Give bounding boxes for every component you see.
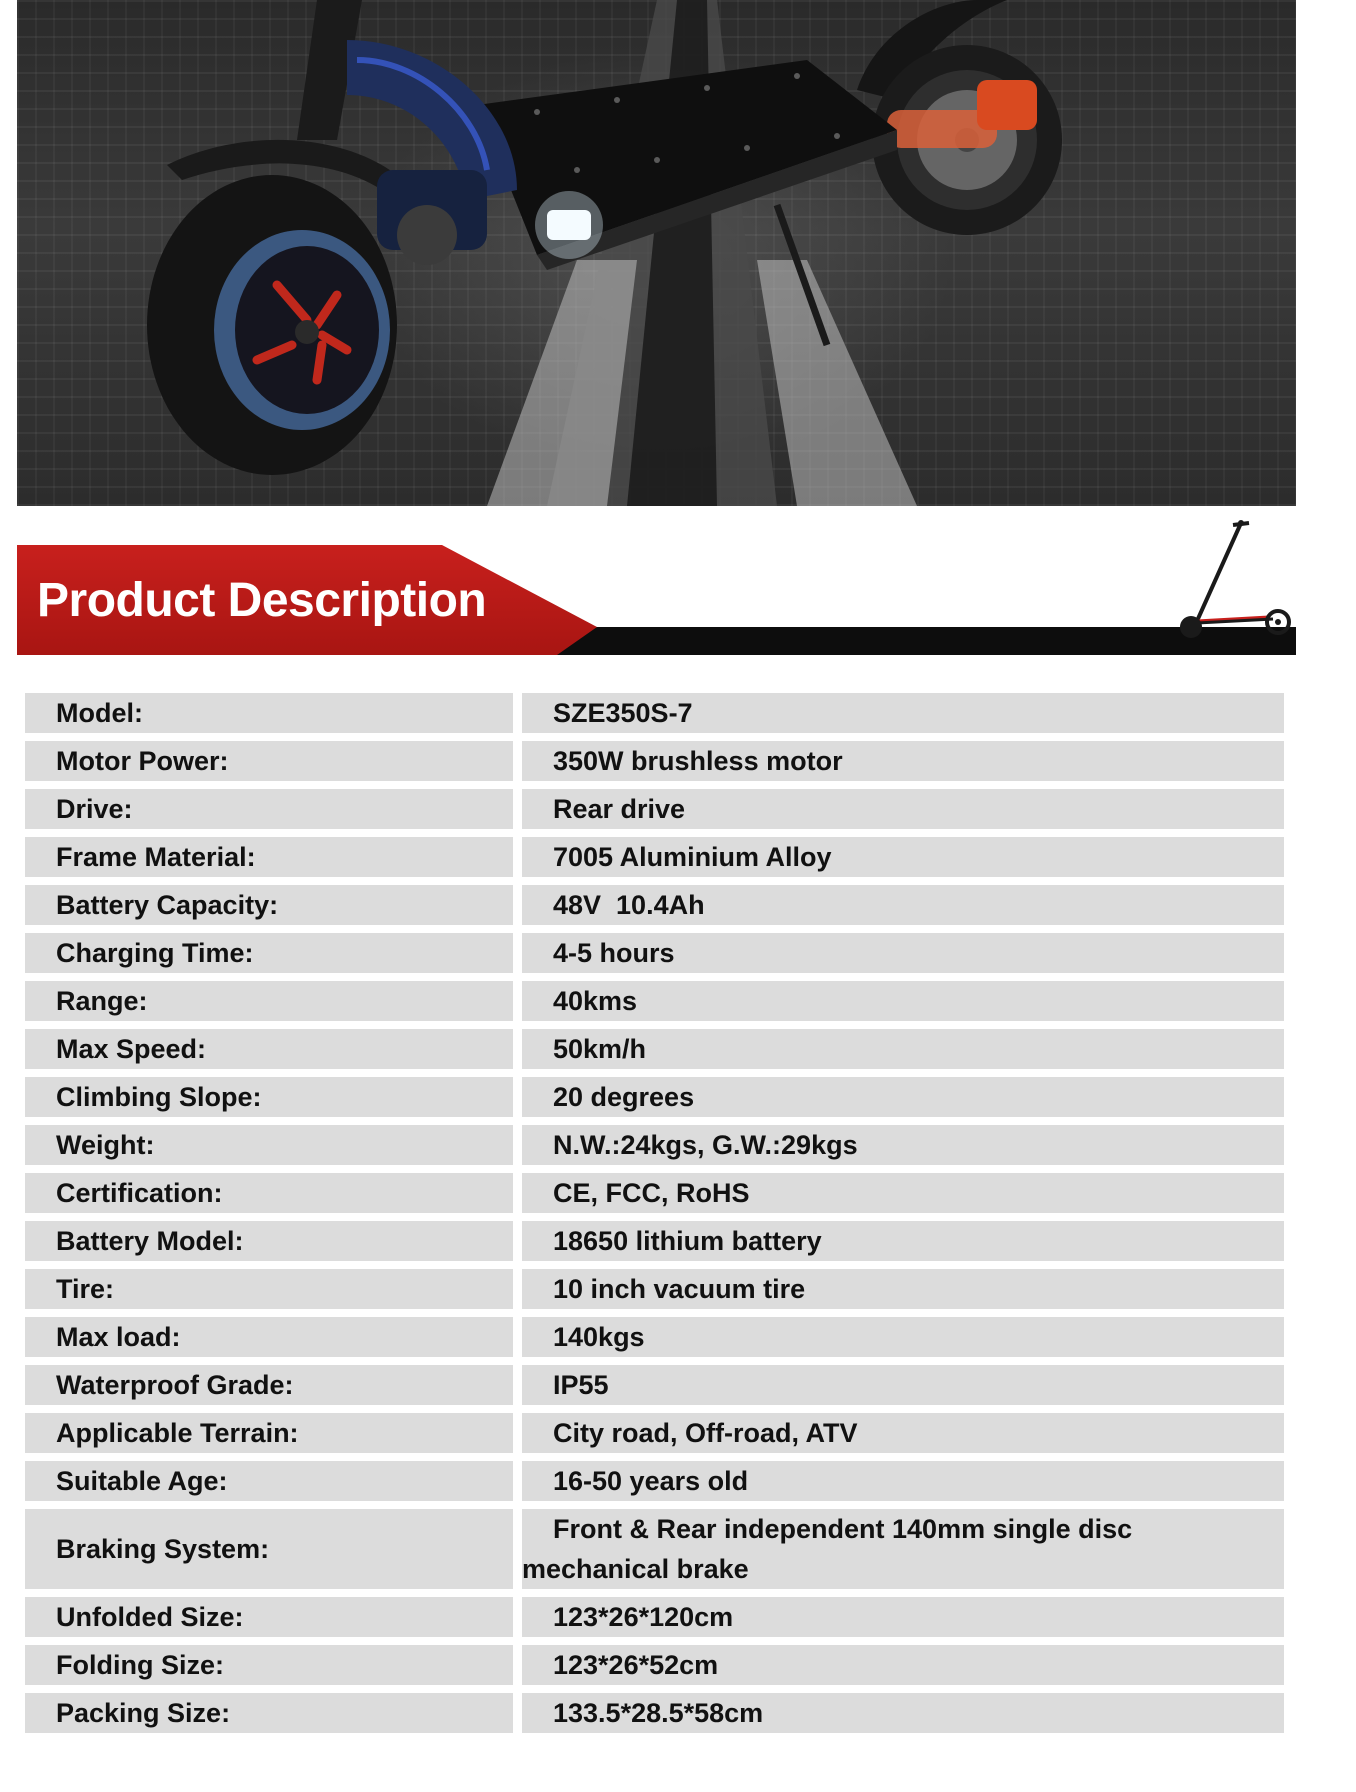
spec-label: Folding Size: — [25, 1645, 513, 1685]
spec-value: 350W brushless motor — [522, 741, 1284, 781]
spec-label: Applicable Terrain: — [25, 1413, 513, 1453]
spec-value: N.W.:24kgs, G.W.:29kgs — [522, 1125, 1284, 1165]
table-row — [25, 1365, 1289, 1405]
spec-label: Unfolded Size: — [25, 1597, 513, 1637]
spec-label: Climbing Slope: — [25, 1077, 513, 1117]
spec-table — [25, 693, 1289, 1741]
spec-value: 123*26*120cm — [522, 1597, 1284, 1637]
spec-label: Braking System: — [25, 1509, 513, 1589]
spec-value: 50km/h — [522, 1029, 1284, 1069]
spec-value: 48V 10.4Ah — [522, 885, 1284, 925]
spec-label: Drive: — [25, 789, 513, 829]
table-row — [25, 837, 1289, 877]
spec-label: Waterproof Grade: — [25, 1365, 513, 1405]
spec-value: 140kgs — [522, 1317, 1284, 1357]
section-header-banner — [17, 545, 1296, 655]
spec-value: City road, Off-road, ATV — [522, 1413, 1284, 1453]
table-row — [25, 1029, 1289, 1069]
scooter-illustration — [17, 0, 1296, 506]
table-row — [25, 1597, 1289, 1637]
spec-value: 123*26*52cm — [522, 1645, 1284, 1685]
scooter-icon — [1157, 517, 1297, 653]
section-title: Product Description — [37, 574, 487, 627]
table-row — [25, 1221, 1289, 1261]
spec-label: Max load: — [25, 1317, 513, 1357]
spec-label: Max Speed: — [25, 1029, 513, 1069]
table-row — [25, 693, 1289, 733]
table-row — [25, 1509, 1289, 1589]
spec-value: CE, FCC, RoHS — [522, 1173, 1284, 1213]
spec-value: 133.5*28.5*58cm — [522, 1693, 1284, 1733]
hero-product-image — [17, 0, 1296, 506]
spec-value: 7005 Aluminium Alloy — [522, 837, 1284, 877]
spec-value: 18650 lithium battery — [522, 1221, 1284, 1261]
spec-value: IP55 — [522, 1365, 1284, 1405]
table-row — [25, 1317, 1289, 1357]
spec-value: Rear drive — [522, 789, 1284, 829]
table-row — [25, 1077, 1289, 1117]
table-row — [25, 1645, 1289, 1685]
spec-value: 20 degrees — [522, 1077, 1284, 1117]
table-row — [25, 1125, 1289, 1165]
spec-label: Certification: — [25, 1173, 513, 1213]
table-row — [25, 1693, 1289, 1733]
table-row — [25, 1173, 1289, 1213]
spec-label: Suitable Age: — [25, 1461, 513, 1501]
table-row — [25, 981, 1289, 1021]
table-row — [25, 741, 1289, 781]
table-row — [25, 1269, 1289, 1309]
spec-label: Battery Model: — [25, 1221, 513, 1261]
spec-label: Packing Size: — [25, 1693, 513, 1733]
spec-label: Weight: — [25, 1125, 513, 1165]
table-row — [25, 1413, 1289, 1453]
spec-label: Model: — [25, 693, 513, 733]
spec-value: 10 inch vacuum tire — [522, 1269, 1284, 1309]
spec-value: SZE350S-7 — [522, 693, 1284, 733]
spec-value — [522, 1509, 1284, 1589]
spec-value-line: Front & Rear independent 140mm single disc — [553, 1514, 1133, 1544]
table-row — [25, 1461, 1289, 1501]
spec-value: 4-5 hours — [522, 933, 1284, 973]
spec-label: Tire: — [25, 1269, 513, 1309]
spec-label: Frame Material: — [25, 837, 513, 877]
table-row — [25, 789, 1289, 829]
spec-label: Range: — [25, 981, 513, 1021]
spec-label: Charging Time: — [25, 933, 513, 973]
spec-value-line: mechanical brake — [522, 1554, 749, 1584]
spec-value: 40kms — [522, 981, 1284, 1021]
spec-label: Motor Power: — [25, 741, 513, 781]
spec-value: 16-50 years old — [522, 1461, 1284, 1501]
table-row — [25, 933, 1289, 973]
table-row — [25, 885, 1289, 925]
spec-label: Battery Capacity: — [25, 885, 513, 925]
